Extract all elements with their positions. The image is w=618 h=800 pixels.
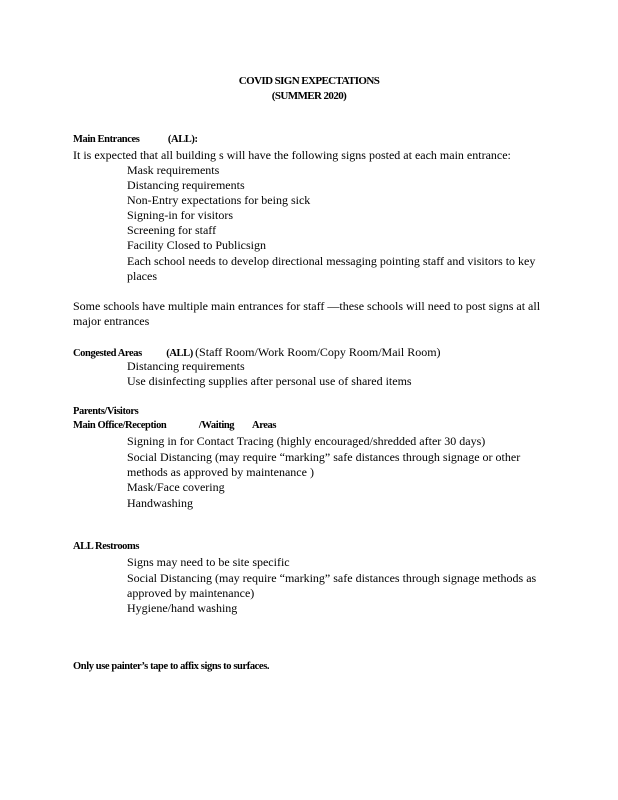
list-item: Mask/Face covering [127,480,225,494]
list-item: Use disinfecting supplies after personal use of shared items [127,374,412,388]
restrooms-heading: ALL Restrooms [73,541,140,552]
list-item: Hygiene/hand washing [127,601,238,615]
list-item: Social Distancing (may require “marking” safe distances through signage or other methods as approved by maintenance ) [127,450,521,479]
waiting-title: /Waiting [198,420,235,431]
congested-areas-scope: (ALL) [166,348,193,359]
main-entrances-title: Main Entrances [73,134,140,145]
document-title: COVID SIGN EXPECTATIONS [238,75,380,87]
list-item: Mask requirements [127,163,220,177]
list-item: Distancing requirements [127,178,245,192]
document-subtitle: (SUMMER 2020) [271,90,347,102]
main-entrances-scope: (ALL): [167,134,198,145]
list-item: Each school needs to develop directional messaging pointing staff and visitors to key places [127,254,536,283]
congested-areas-heading [73,345,441,360]
tape-note: Only use painter’s tape to affix signs to surfaces. [73,661,270,672]
main-office-heading [73,420,276,431]
congested-areas-title: Congested Areas [73,348,142,359]
main-office-title: Main Office/Reception [73,420,167,431]
areas-title: Areas [252,420,277,431]
congested-areas-detail: (Staff Room/Work Room/Copy Room/Mail Room) [195,345,441,359]
list-item: Signing-in for visitors [127,208,234,222]
list-item: Non-Entry expectations for being sick [127,193,311,207]
list-item: Screening for staff [127,223,217,237]
list-item: Distancing requirements [127,359,245,373]
main-entrances-heading [73,134,198,145]
list-item: Signs may need to be site specific [127,555,290,569]
list-item: Signing in for Contact Tracing (highly encouraged/shredded after 30 days) [127,434,486,448]
list-item: Handwashing [127,496,193,510]
list-item: Social Distancing (may require “marking” safe distances through signage methods as approved by maintenance) [127,571,537,600]
main-entrances-note: Some schools have multiple main entrances for staff —these schools will need to post signs at all major entrances [73,299,541,328]
main-entrances-intro: It is expected that all building s will have the following signs posted at each main entrance: [73,148,511,162]
list-item: Facility Closed to Publicsign [127,238,267,252]
parents-visitors-heading: Parents/Visitors [73,406,139,417]
